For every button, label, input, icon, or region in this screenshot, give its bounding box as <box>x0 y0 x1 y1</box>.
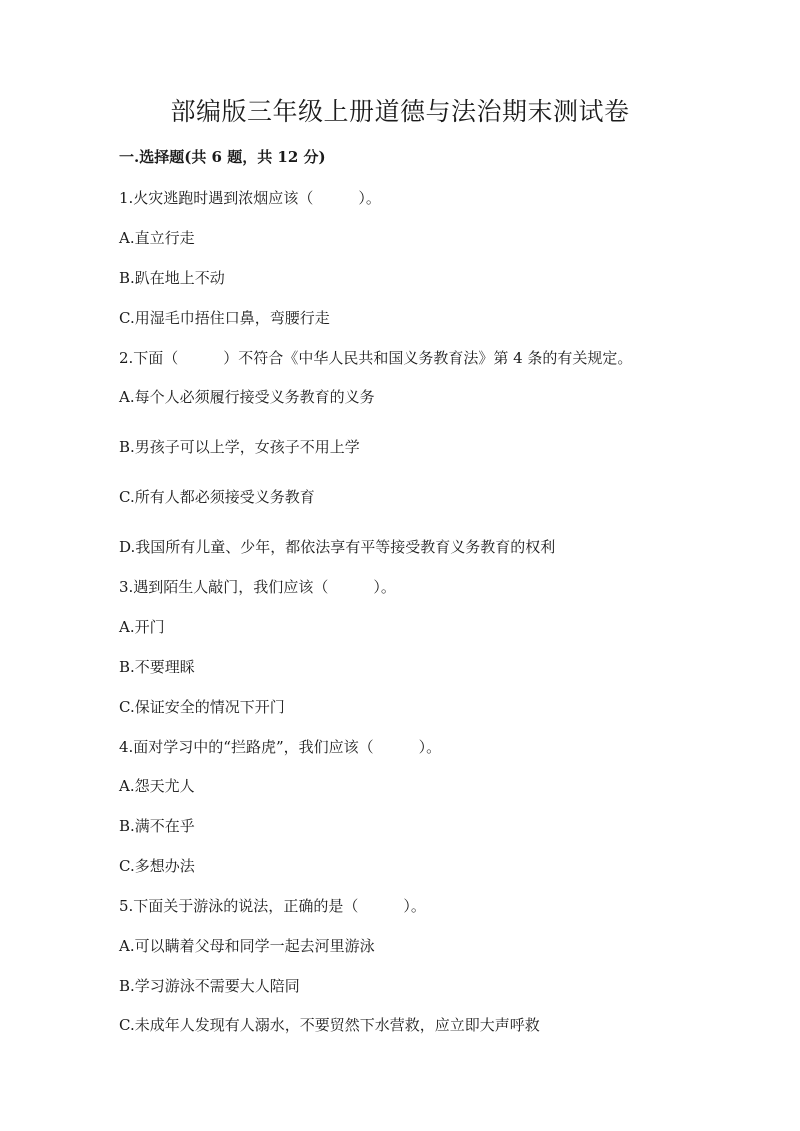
question-2-stem: 2.下面（ ）不符合《中华人民共和国义务教育法》第 4 条的有关规定。 <box>119 349 633 367</box>
question-5-option-a: A.可以瞒着父母和同学一起去河里游泳 <box>119 937 375 955</box>
question-5-option-b: B.学习游泳不需要大人陪同 <box>119 977 300 995</box>
page-title: 部编版三年级上册道德与法治期末测试卷 <box>170 97 630 126</box>
question-5-stem: 5.下面关于游泳的说法，正确的是（ ）。 <box>119 897 426 915</box>
question-1-stem: 1.火灾逃跑时遇到浓烟应该（ ）。 <box>119 189 381 207</box>
question-2-option-b: B.男孩子可以上学，女孩子不用上学 <box>119 438 360 456</box>
section-heading: 一.选择题(共 6 题，共 12 分) <box>119 148 326 166</box>
question-3-option-c: C.保证安全的情况下开门 <box>119 698 285 716</box>
question-4-option-c: C.多想办法 <box>119 857 195 875</box>
question-2-option-a: A.每个人必须履行接受义务教育的义务 <box>119 388 375 406</box>
question-4-option-b: B.满不在乎 <box>119 817 195 835</box>
question-4-option-a: A.怨天尤人 <box>119 777 195 795</box>
question-5-option-c: C.未成年人发现有人溺水，不要贸然下水营救，应立即大声呼救 <box>119 1016 540 1034</box>
question-3-stem: 3.遇到陌生人敲门，我们应该（ ）。 <box>119 578 396 596</box>
question-3-option-b: B.不要理睬 <box>119 658 195 676</box>
question-2-option-c: C.所有人都必须接受义务教育 <box>119 488 315 506</box>
question-3-option-a: A.开门 <box>119 618 165 636</box>
question-2-option-d: D.我国所有儿童、少年，都依法享有平等接受教育义务教育的权利 <box>119 538 556 556</box>
question-1-option-c: C.用湿毛巾捂住口鼻，弯腰行走 <box>119 309 330 327</box>
question-4-stem: 4.面对学习中的“拦路虎”，我们应该（ ）。 <box>119 738 442 756</box>
question-1-option-b: B.趴在地上不动 <box>119 269 225 287</box>
question-1-option-a: A.直立行走 <box>119 229 195 247</box>
